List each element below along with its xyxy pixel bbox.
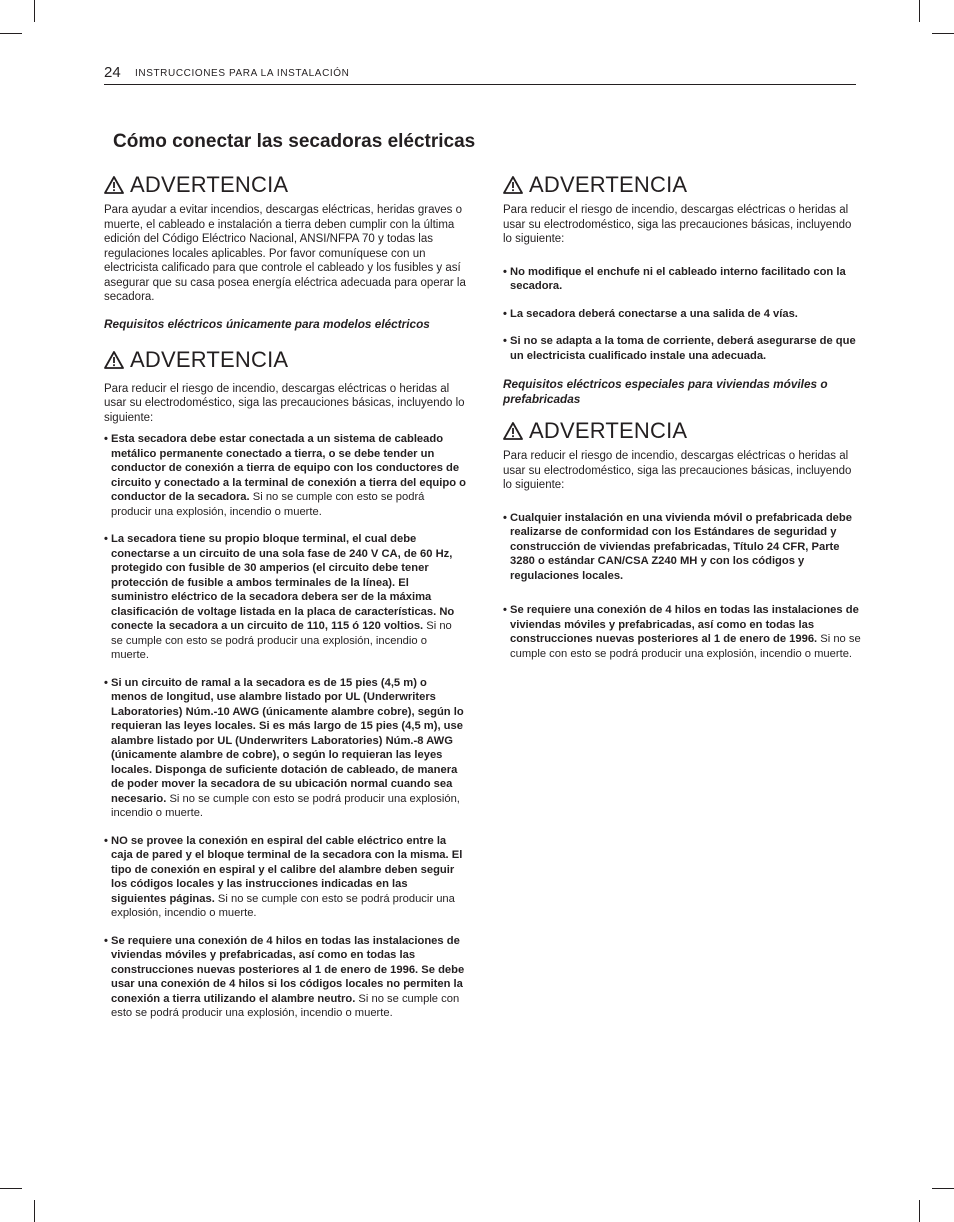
warning-label: ADVERTENCIA (130, 172, 289, 197)
warning-paragraph: Para reducir el riesgo de incendio, descargas eléctricas o heridas al usar su electrodoméstico, siga las precauciones básicas, incluyendo lo siguiente: (503, 204, 852, 245)
crop-mark (34, 0, 35, 22)
intro-paragraph: Para ayudar a evitar incendios, descargas eléctricas, heridas graves o muerte, el cableado e instalación a tierra deben cumplir con la última edición del Código Eléctrico Nacional, ANSI/NFPA 70 y todas las regulaciones locales aplicables. Por favor comuníquese con un electricista calificado para que controle el cableado y los fusibles y así asegurar que su casa posea energía eléctrica adecuada para operar la secadora. (104, 204, 466, 303)
crop-mark (34, 1200, 35, 1222)
bullet-text: Si no se cumple con esto se podrá producir una explosión, incendio o muerte. (111, 620, 452, 661)
warning-heading (104, 171, 466, 199)
bullet-text: Si no se cumple con esto se podrá producir una explosión, incendio o muerte. (111, 992, 460, 1019)
page-number: 24 (104, 64, 121, 81)
list-item: • Si no se adapta a la toma de corriente, deberá asegurarse de que un electricista cualificado instale una adecuada. (503, 334, 861, 363)
subheading: Requisitos eléctricos especiales para viviendas móviles o prefabricadas (503, 377, 828, 406)
page-header (104, 64, 856, 85)
bullet-bold-text: NO se provee la conexión en espiral del cable eléctrico entre la caja de pared y el bloque terminal de la secadora con la misma. El tipo de conexión en espiral y el calibre del alambre deben seguir los códigos locales y las instrucciones indicadas en las siguientes páginas. (111, 834, 463, 905)
crop-mark (919, 0, 920, 22)
bullet-text: Si no se cumple con esto se podrá producir una explosión, incendio o muerte. (510, 633, 861, 660)
list-item (104, 432, 466, 519)
bullet-bold-text: La secadora tiene su propio bloque terminal, el cual debe conectarse a un circuito de una sola fase de 240 V CA, de 60 Hz, protegido con fusible de 30 amperios (el circuito debe tener protección de fusible a ambos terminales de la línea). El suministro eléctrico de la secadora debera ser de la máxima clasificación de voltage listada en la placa de características. No conecte la secadora a un circuito de 110, 115 ó 120 voltios. (111, 533, 455, 632)
list-item (104, 834, 466, 921)
list-item: • La secadora deberá conectarse a una salida de 4 vías. (503, 307, 861, 322)
warning-heading (503, 417, 861, 445)
warning-triangle-icon (104, 176, 124, 194)
bullet-text: Si no se cumple con esto se podrá producir una explosión, incendio o muerte. (111, 892, 455, 919)
section-title: Cómo conectar las secadoras eléctricas (113, 131, 476, 152)
list-item (104, 934, 466, 1021)
list-item: • No modifique el enchufe ni el cableado interno facilitado con la secadora. (503, 265, 861, 294)
bullet-bold-text: Esta secadora debe estar conectada a un sistema de cableado metálico permanente conectado a tierra, o se debe tender un conductor de conexión a tierra de equipo con los conductores de circuito y conectado a la terminal de conexión a tierra del equipo o conductor de la secadora. (111, 433, 466, 503)
crop-mark (919, 1200, 920, 1222)
crop-mark (0, 1188, 22, 1189)
bullet-bold-text: Se requiere una conexión de 4 hilos en todas las instalaciones de viviendas móviles y prefabricadas, así como en todas las construcciones nuevas posteriores al 1 de enero de 1996. Se debe usar una conexión de 4 hilos si los códigos locales no permiten la conexión a tierra utilizando el alambre neutro. (111, 934, 465, 1005)
bullet-text: Si no se cumple con esto se podrá producir una explosión, incendio o muerte. (111, 491, 425, 518)
warning-paragraph: Para reducir el riesgo de incendio, descargas eléctricas o heridas al usar su electrodoméstico, siga las precauciones básicas, incluyendo lo siguiente: (503, 450, 852, 491)
bullet-list (503, 265, 861, 364)
warning-label: ADVERTENCIA (130, 346, 289, 372)
crop-mark (0, 33, 22, 34)
running-title: INSTRUCCIONES PARA LA INSTALACIÓN (135, 68, 350, 79)
list-item (503, 511, 861, 584)
warning-label: ADVERTENCIA (529, 172, 688, 197)
warning-triangle-icon (503, 422, 523, 440)
warning-heading (104, 346, 466, 374)
bullet-text: Si no se cumple con esto se podrá producir una explosión, incendio o muerte. (111, 792, 460, 819)
list-item (104, 532, 466, 663)
bullet-bold-text: Se requiere una conexión de 4 hilos en todas las instalaciones de viviendas móviles y prefabricadas, así como en todas las construcciones nuevas posteriores al 1 de enero de 1996. (510, 604, 859, 645)
crop-mark (932, 33, 954, 34)
bullet-list (503, 511, 861, 662)
bullet-bold-text: Cualquier instalación en una vivienda móvil o prefabricada debe realizarse de conformidad con los Estándares de seguridad y construcción de viviendas prefabricadas, Título 24 CFR, Parte 3280 o estándar CAN/CSA Z240 MH y con los códigos y regulaciones locales. (510, 511, 852, 582)
list-item (104, 676, 466, 821)
warning-heading (503, 171, 861, 199)
bullet-bold-text: Si un circuito de ramal a la secadora es de 15 pies (4,5 m) o menos de longitud, use alambre listado por UL (Underwriters Laboratories) Núm.-10 AWG (únicamente alambre cobre), según lo requieran las leyes locales. Si es más largo de 15 pies (4,5 m), use alambre listado por UL (Underwriters Laboratories) Núm.-8 AWG (únicamente alambre de cobre), o según lo requieran las leyes locales. Disponga de suficiente dotación de cableado, de manera de poder mover la secadora de su ubicación normal cuando sea necesario. (111, 676, 464, 805)
warning-triangle-icon (503, 176, 523, 194)
bullet-list (104, 432, 466, 1021)
crop-mark (932, 1188, 954, 1189)
warning-triangle-icon (104, 351, 124, 369)
warning-label: ADVERTENCIA (529, 418, 688, 443)
left-column (104, 171, 466, 1034)
list-item (503, 603, 861, 661)
subheading: Requisitos eléctricos únicamente para modelos eléctricos (104, 316, 430, 331)
right-column (503, 171, 861, 674)
warning-paragraph: Para reducir el riesgo de incendio, descargas eléctricas o heridas al usar su electrodoméstico, siga las precauciones básicas, incluyendo lo siguiente: (104, 382, 465, 424)
